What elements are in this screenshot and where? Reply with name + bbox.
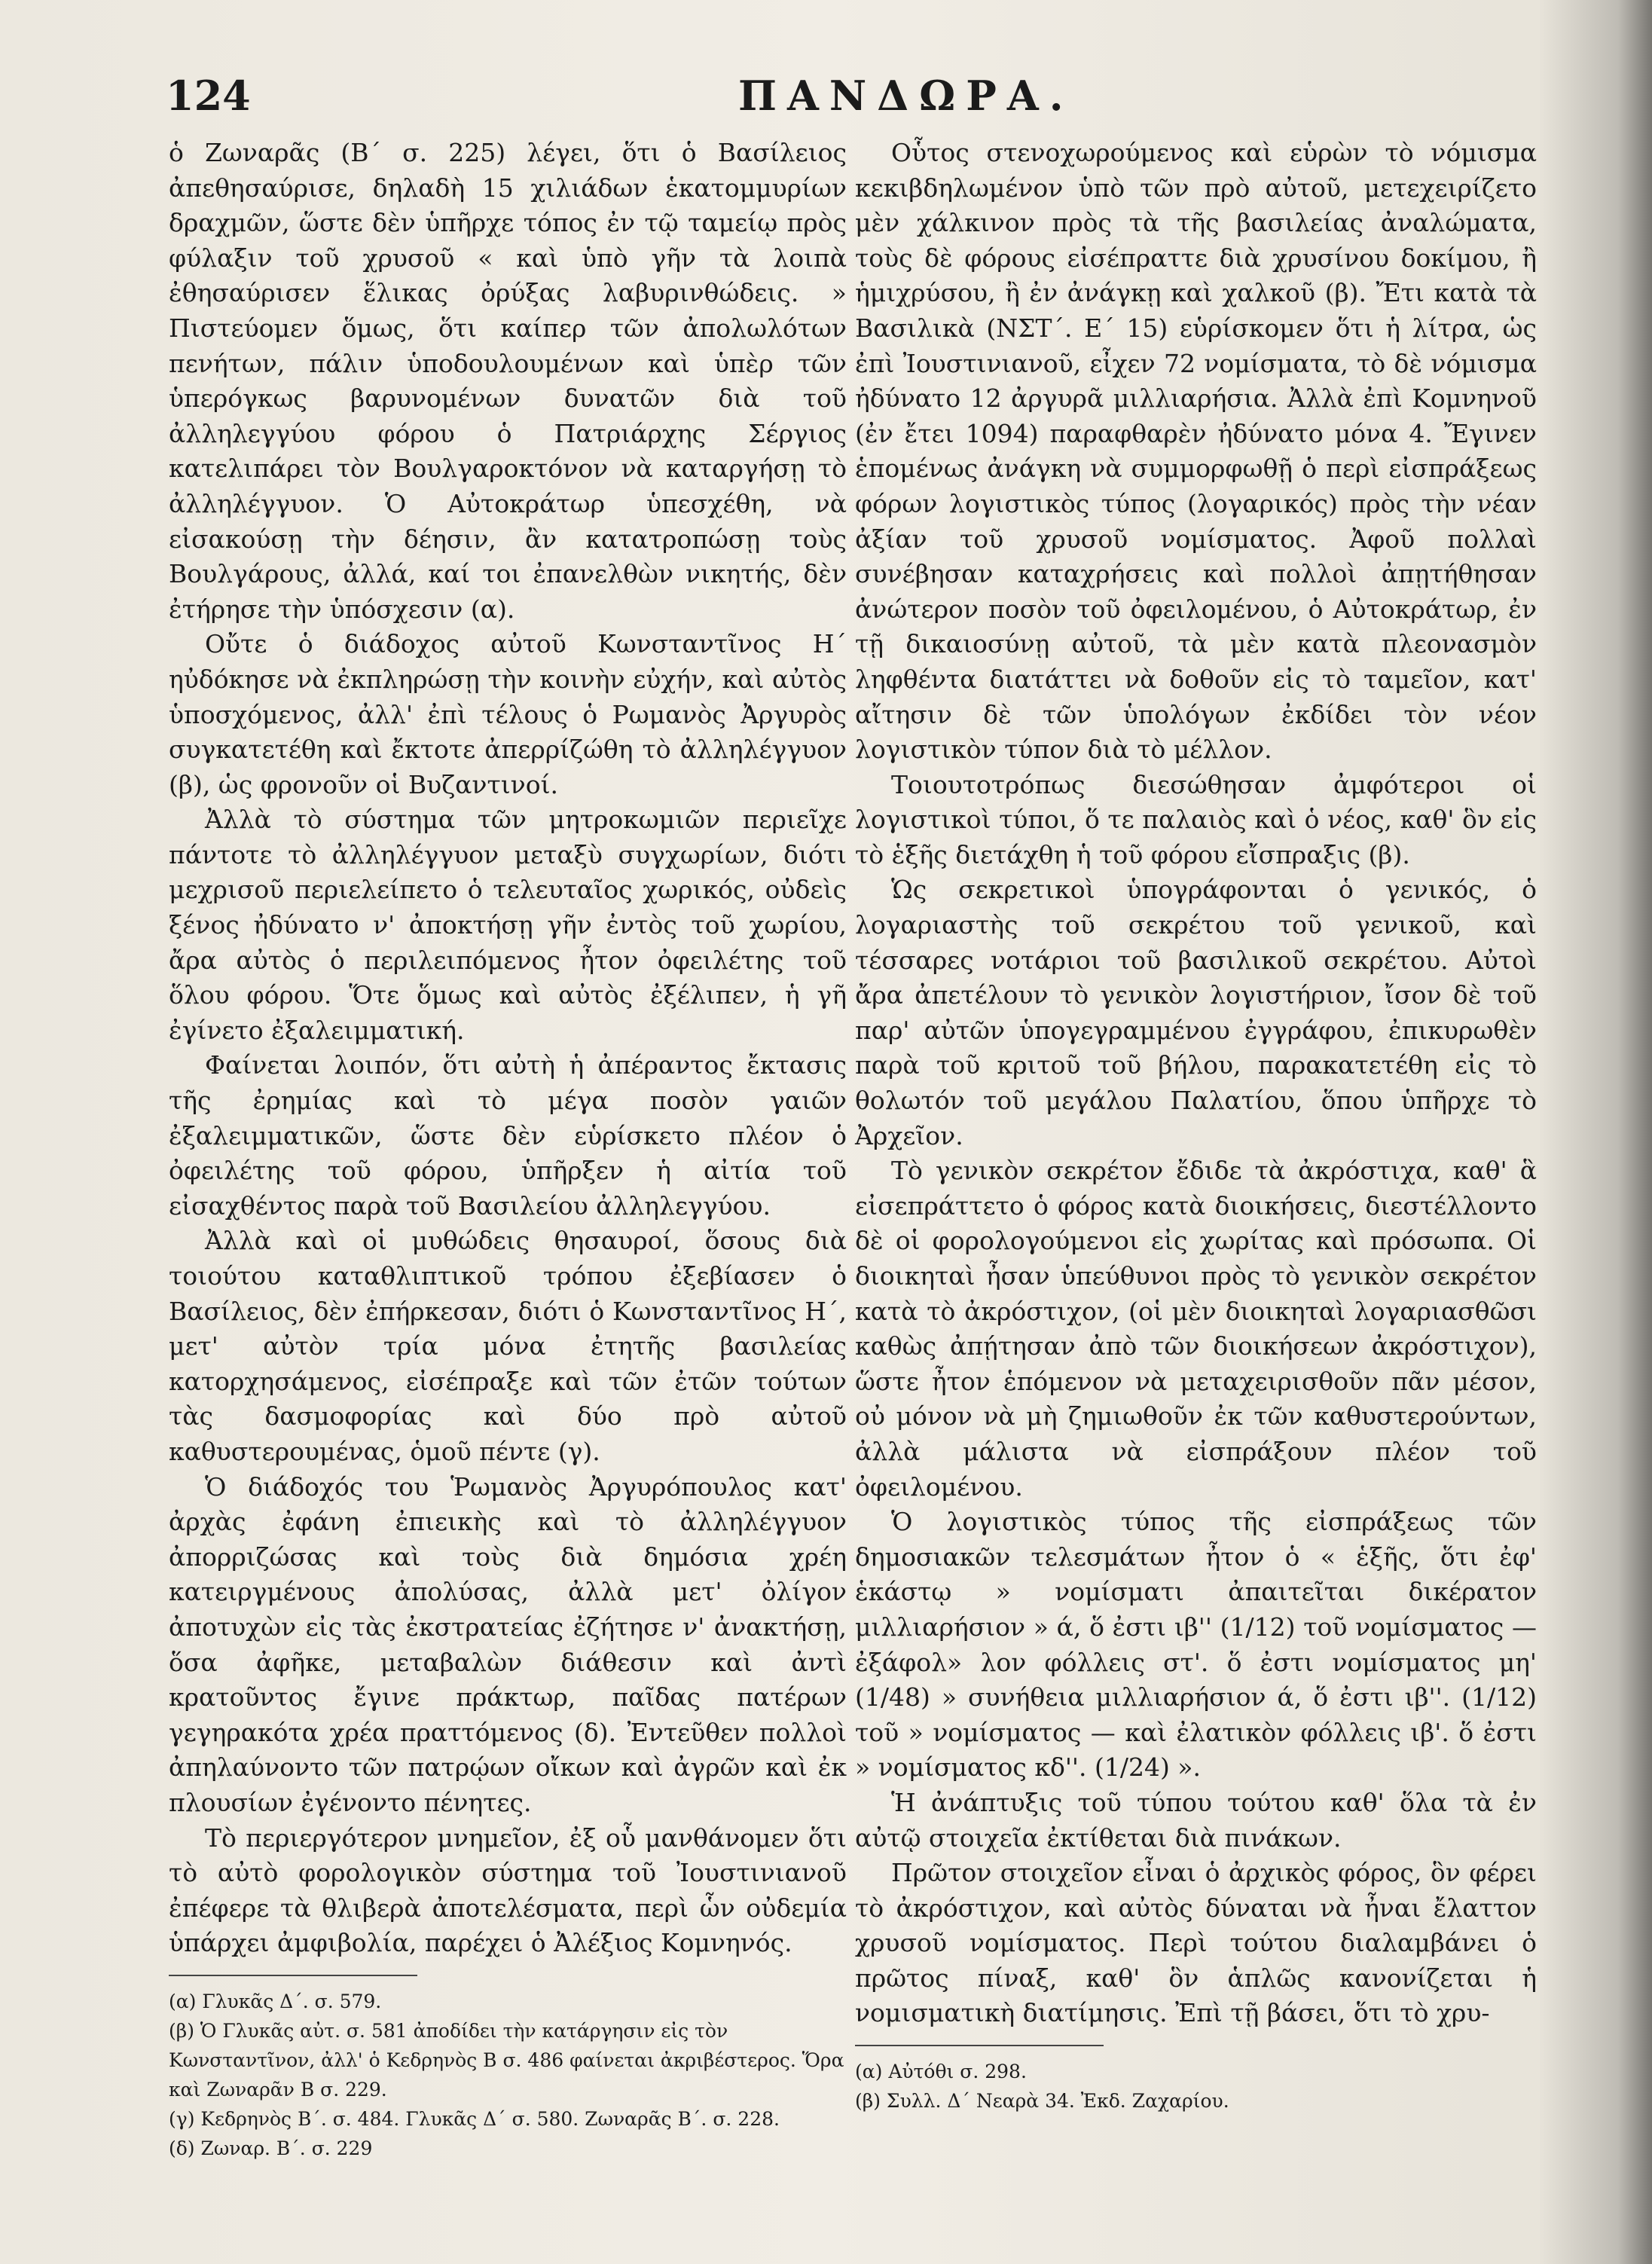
footnote-divider: [855, 2045, 1104, 2046]
paragraph: ὁ Ζωναρᾶς (Β΄ σ. 225) λέγει, ὅτι ὁ Βασίλειος ἀπεθησαύρισε, δηλαδὴ 15 χιλιάδων ἑκατομμυρίων δραχμῶν, ὥστε δὲν ὑπῆρχε τόπος ἐν τῷ ταμείῳ πρὸς φύλαξιν τοῦ χρυσοῦ « καὶ ὑπὸ γῆν τὰ λοιπὰ ἐθησαύρισεν ἕλικας ὀρύξας λαβυρινθώδεις. » Πιστεύομεν ὅμως, ὅτι καίπερ τῶν ἀπολωλότων πενήτων, πάλιν ὑποδουλουμένων καὶ ὑπὲρ τῶν ὑπερόγκως βαρυνομένων δυνατῶν διὰ τοῦ ἀλληλεγγύου φόρου ὁ Πατριάρχης Σέργιος κατελιπάρει τὸν Βουλγαροκτόνον νὰ καταργήσῃ τὸ ἀλληλέγγυον. Ὁ Αὐτοκράτωρ ὑπεσχέθη, νὰ εἰσακούσῃ τὴν δέησιν, ἂν κατατροπώσῃ τοὺς Βουλγάρους, ἀλλά, καί τοι ἐπανελθὼν νικητής, δὲν ἐτήρησε τὴν ὑπόσχεσιν (α).: [169, 138, 847, 624]
binding-shadow: [1539, 0, 1652, 2264]
footnote: (γ) Κεδρηνὸς Β΄. σ. 484. Γλυκᾶς Δ΄ σ. 580. Ζωναρᾶς Β΄. σ. 228.: [169, 2107, 780, 2130]
paragraph: Τὸ γενικὸν σεκρέτον ἔδιδε τὰ ἀκρόστιχα, καθ' ἃ εἰσεπράττετο ὁ φόρος κατὰ διοικήσεις, διεστέλλοντο δὲ οἱ φορολογούμενοι εἰς χωρίτας καὶ πρόσωπα. Οἱ διοικηταὶ ἦσαν ὑπεύθυνοι πρὸς τὸ γενικὸν σεκρέτον κατὰ τὸ ἀκρόστιχον, (οἱ μὲν διοικηταὶ λογαριασθῶσι καθὼς ἀπῄτησαν ἀπὸ τῶν διοικήσεων ἀκρόστιχον), ὥστε ἦτον ἑπόμενον νὰ μεταχειρισθοῦν πᾶν μέσον, οὐ μόνον νὰ μὴ ζημιωθοῦν ἐκ τῶν καθυστερούντων, ἀλλὰ μάλιστα νὰ εἰσπράξουν πλέον τοῦ ὀφειλομένου.: [855, 1156, 1537, 1502]
left-column: [169, 136, 847, 2163]
footnote-divider: [169, 1975, 417, 1976]
paragraph: Τοιουτοτρόπως διεσώθησαν ἀμφότεροι οἱ λογιστικοὶ τύποι, ὅ τε παλαιὸς καὶ ὁ νέος, καθ' ὃν εἰς τὸ ἑξῆς διετάχθη ἡ τοῦ φόρου εἴσπραξις (β).: [855, 769, 1537, 869]
paragraph: Οὔτε ὁ διάδοχος αὐτοῦ Κωνσταντῖνος Η΄ ηὐδόκησε νὰ ἐκπληρώσῃ τὴν κοινὴν εὐχήν, καὶ αὐτὸς ὑποσχόμενος, ἀλλ' ἐπὶ τέλους ὁ Ρωμανὸς Ἀργυρὸς συγκατετέθη καὶ ἔκτοτε ἀπερρίζώθη τὸ ἀλληλέγγυον (β), ὡς φρονοῦν οἱ Βυζαντινοί.: [169, 629, 847, 799]
footnote: (α) Αὐτόθι σ. 298.: [855, 2061, 1027, 2083]
paragraph: Ἀλλὰ καὶ οἱ μυθώδεις θησαυροί, ὅσους διὰ τοιούτου καταθλιπτικοῦ τρόπου ἐξεβίασεν ὁ Βασίλειος, δὲν ἐπήρκεσαν, διότι ὁ Κωνσταντῖνος Η΄, μετ' αὐτὸν τρία μόνα ἐτητῆς βασιλείας κατορχησάμενος, εἰσέπραξε καὶ τῶν ἐτῶν τούτων τὰς δασμοφορίας καὶ δύο πρὸ αὐτοῦ καθυστερουμένας, ὁμοῦ πέντε (γ).: [169, 1226, 847, 1466]
paragraph: Ἀλλὰ τὸ σύστημα τῶν μητροκωμιῶν περιεῖχε πάντοτε τὸ ἀλληλέγγυον μεταξὺ συγχωρίων, διότι μεχρισοῦ περιελείπετο ὁ τελευταῖος χωρικός, οὐδεὶς ξένος ἠδύνατο ν' ἀποκτήσῃ γῆν ἐντὸς τοῦ χωρίου, ἄρα αὐτὸς ὁ περιλειπόμενος ἦτον ὀφειλέτης τοῦ ὅλου φόρου. Ὅτε ὅμως καὶ αὐτὸς ἐξέλιπεν, ἡ γῆ ἐγίνετο ἐξαλειμματική.: [169, 805, 847, 1045]
page-number: 124: [166, 72, 251, 120]
paragraph: Ἡ ἀνάπτυξις τοῦ τύπου τούτου καθ' ὅλα τὰ ἐν αὐτῷ στοιχεῖα ἐκτίθεται διὰ πινάκων.: [855, 1787, 1537, 1853]
footnote: (δ) Ζωναρ. Β΄. σ. 229: [169, 2137, 373, 2159]
paragraph: Ὁ διάδοχός του Ῥωμανὸς Ἀργυρόπουλος κατ' ἀρχὰς ἐφάνη ἐπιεικὴς καὶ τὸ ἀλληλέγγυον ἀπορριζώσας καὶ τοὺς διὰ δημόσια χρέη κατειργμένους ἀπολύσας, ἀλλὰ μετ' ὀλίγον ἀποτυχὼν εἰς τὰς ἐκστρατείας ἐζήτησε ν' ἀνακτήσῃ, ὅσα ἀφῆκε, μεταβαλὼν διάθεσιν καὶ ἀντὶ κρατοῦντος ἔγινε πράκτωρ, παῖδας πατέρων γεγηρακότα χρέα πραττόμενος (δ). Ἐντεῦθεν πολλοὶ ἀπηλαύνοντο τῶν πατρῴων οἴκων καὶ ἀγρῶν καὶ ἐκ πλουσίων ἐγένοντο πένητες.: [169, 1471, 847, 1817]
footnote: (β) Ὁ Γλυκᾶς αὐτ. σ. 581 ἀποδίδει τὴν κατάργησιν εἰς τὸν Κωνσταντῖνον, ἀλλ' ὁ Κεδρηνὸς Β σ. 486 φαίνεται ἀκριβέστερος. Ὅρα καὶ Ζωναρᾶν Β σ. 229.: [169, 2019, 844, 2101]
paragraph: Ὁ λογιστικὸς τύπος τῆς εἰσπράξεως τῶν δημοσιακῶν τελεσμάτων ἦτον ὁ « ἑξῆς, ὅτι ἐφ' ἑκάστῳ » νομίσματι ἀπαιτεῖται δικέρατον μιλλιαρήσιον » ά, ὅ ἐστι ιβ'' (1/12) τοῦ νομίσματος — ἐξάφολ» λον φόλλεις στ'. ὅ ἐστι νομίσματος μη' (1/48) » συνήθεια μιλλιαρήσιον ά, ὅ ἐστι ιβ''. (1/12) τοῦ » νομίσματος — καὶ ἐλατικὸν φόλλεις ιβ'. ὅ ἐστι » νομίσματος κδ''. (1/24) ».: [855, 1507, 1537, 1783]
paragraph: Φαίνεται λοιπόν, ὅτι αὐτὴ ἡ ἀπέραντος ἔκτασις τῆς ἐρημίας καὶ τὸ μέγα ποσὸν γαιῶν ἐξαλειμματικῶν, ὥστε δὲν εὑρίσκετο πλέον ὁ ὀφειλέτης τοῦ φόρου, ὑπῆρξεν ἡ αἰτία τοῦ εἰσαχθέντος παρὰ τοῦ Βασιλείου ἀλληλεγγύου.: [169, 1050, 847, 1221]
footnotes: [169, 1987, 847, 2163]
footnote: (β) Συλλ. Δ΄ Νεαρὰ 34. Ἐκδ. Ζαχαρίου.: [855, 2090, 1229, 2113]
paragraph: Πρῶτον στοιχεῖον εἶναι ὁ ἀρχικὸς φόρος, ὃν φέρει τὸ ἀκρόστιχον, καὶ αὐτὸς δύναται νὰ ἦναι ἔλαττον χρυσοῦ νομίσματος. Περὶ τούτου διαλαμβάνει ὁ πρῶτος πίναξ, καθ' ὃν ἁπλῶς κανονίζεται ἡ νομισματικὴ διατίμησις. Ἐπὶ τῇ βάσει, ὅτι τὸ χρυ-: [855, 1858, 1537, 2028]
footnote: (α) Γλυκᾶς Δ΄. σ. 579.: [169, 1990, 382, 2012]
page-header: [166, 72, 1522, 139]
paragraph: Ὡς σεκρετικοὶ ὑπογράφονται ὁ γενικός, ὁ λογαριαστὴς τοῦ σεκρέτου τοῦ γενικοῦ, καὶ τέσσαρες νοτάριοι τοῦ βασιλικοῦ σεκρέτου. Αὐτοὶ ἄρα ἀπετέλουν τὸ γενικὸν λογιστήριον, ἴσον δὲ τοῦ παρ' αὐτῶν ὑπογεγραμμένου ἐγγράφου, ἐπικυρωθὲν παρὰ τοῦ κριτοῦ τοῦ βήλου, παρακατετέθη εἰς τὸ θολωτόν τοῦ μεγάλου Παλατίου, ὅπου ὑπῆρχε τὸ Ἀρχεῖον.: [855, 875, 1537, 1150]
right-column: [855, 136, 1537, 2116]
paragraph: Τὸ περιεργότερον μνημεῖον, ἐξ οὗ μανθάνομεν ὅτι τὸ αὐτὸ φορολογικὸν σύστημα τοῦ Ἰουστινιανοῦ ἐπέφερε τὰ θλιβερὰ ἀποτελέσματα, περὶ ὧν οὐδεμία ὑπάρχει ἀμφιβολία, παρέχει ὁ Ἀλέξιος Κομνηνός.: [169, 1823, 847, 1958]
paragraph: Οὗτος στενοχωρούμενος καὶ εὑρὼν τὸ νόμισμα κεκιβδηλωμένον ὑπὸ τῶν πρὸ αὐτοῦ, μετεχειρίζετο μὲν χάλκινον πρὸς τὰ τῆς βασιλείας ἀναλώματα, τοὺς δὲ φόρους εἰσέπραττε διὰ χρυσίνου δοκίμου, ἢ ἡμιχρύσου, ἢ ἐν ἀνάγκῃ καὶ χαλκοῦ (β). Ἔτι κατὰ τὰ Βασιλικὰ (ΝΣΤ΄. Ε΄ 15) εὑρίσκομεν ὅτι ἡ λίτρα, ὡς ἐπὶ Ἰουστινιανοῦ, εἶχεν 72 νομίσματα, τὸ δὲ νόμισμα ἠδύνατο 12 ἀργυρᾶ μιλλιαρήσια. Ἀλλὰ ἐπὶ Κομνηνοῦ (ἐν ἔτει 1094) παραφθαρὲν ἠδύνατο μόνα 4. Ἔγινεν ἑπομένως ἀνάγκη νὰ συμμορφωθῇ ὁ περὶ εἰσπράξεως φόρων λογιστικὸς τύπος (λογαρικός) πρὸς τὴν νέαν ἀξίαν τοῦ χρυσοῦ νομίσματος. Ἀφοῦ πολλαὶ συνέβησαν καταχρήσεις καὶ πολλοὶ ἀπῃτήθησαν ἀνώτερον ποσὸν τοῦ ὀφειλομένου, ὁ Αὐτοκράτωρ, ἐν τῇ δικαιοσύνῃ αὐτοῦ, τὰ μὲν κατὰ πλεονασμὸν ληφθέντα διατάττει νὰ δοθοῦν εἰς τὸ ταμεῖον, κατ' αἴτησιν δὲ τῶν ὑπολόγων ἐκδίδει τὸν νέον λογιστικὸν τύπον διὰ τὸ μέλλον.: [855, 138, 1537, 765]
running-head: ΠΑΝΔΩΡΑ.: [738, 72, 1074, 120]
footnotes: [855, 2057, 1537, 2116]
